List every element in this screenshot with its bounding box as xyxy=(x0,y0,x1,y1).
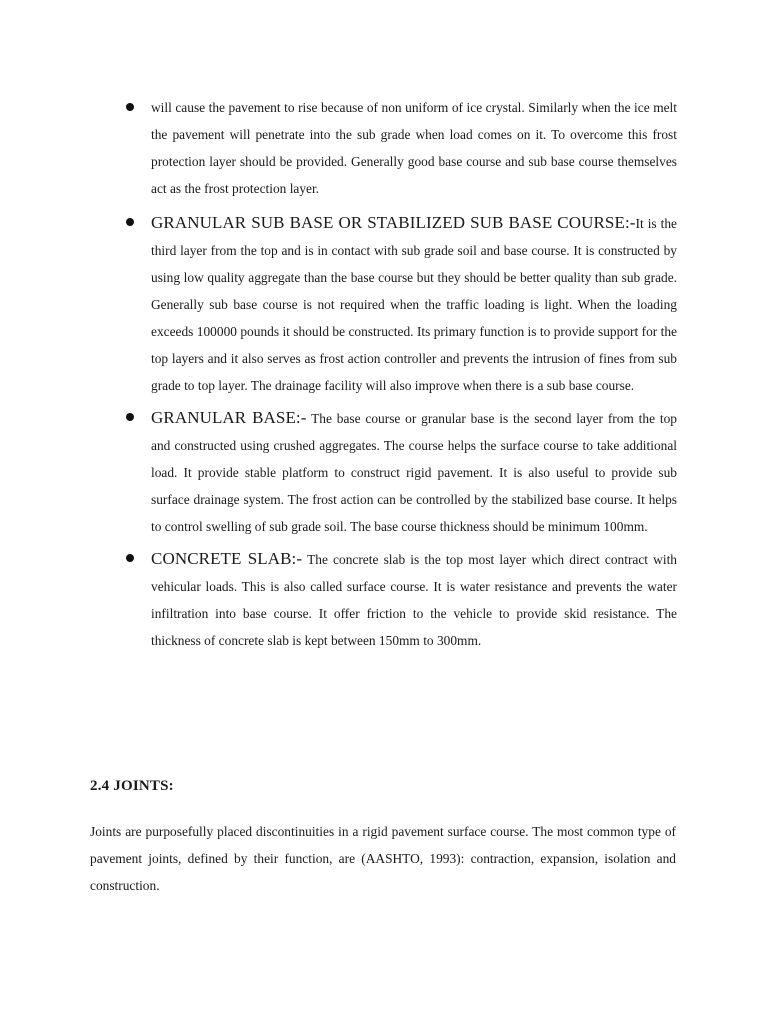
bullet-dot-icon xyxy=(126,554,134,562)
bullet-granular-base xyxy=(125,404,677,540)
bullet-text: will cause the pavement to rise because of non uniform of ice crystal. Similarly when the ice melt the pavement will penetrate into the sub grade when load comes on it. To overcome this frost protection layer should be provided. Generally good base course and sub base course themselves act as the frost protection layer. xyxy=(151,100,677,196)
layer-bullet-list xyxy=(125,94,677,659)
bullet-dot-icon xyxy=(126,413,134,421)
joints-paragraph: Joints are purposefully placed discontinuities in a rigid pavement surface course. The most common type of pavement joints, defined by their function, are (AASHTO, 1993): contraction, expansion, isolation and construction. xyxy=(90,824,676,893)
bullet-dot-icon xyxy=(126,218,134,226)
bullet-granular-sub-base xyxy=(125,209,677,399)
bullet-heading: CONCRETE SLAB:- xyxy=(151,549,303,568)
bullet-concrete-slab xyxy=(125,545,677,654)
bullet-heading: GRANULAR SUB BASE OR STABILIZED SUB BASE COURSE:- xyxy=(151,213,636,232)
bullet-text: The concrete slab is the top most layer which direct contract with vehicular loads. This is also called surface course. It is water resistance and prevents the water infiltration into base course. It offer friction to the vehicle to provide skid resistance. The thickness of concrete slab is kept between 150mm to 300mm. xyxy=(151,552,677,648)
bullet-dot-icon xyxy=(126,103,134,111)
section-heading-joints: 2.4 JOINTS: xyxy=(90,778,174,794)
bullet-text: The base course or granular base is the second layer from the top and constructed using crushed aggregates. The course helps the surface course to take additional load. It provide stable platform to construct rigid pavement. It is also useful to provide sub surface drainage system. The frost action can be controlled by the stabilized base course. It helps to control swelling of sub grade soil. The base course thickness should be minimum 100mm. xyxy=(151,411,677,534)
bullet-frost-protection xyxy=(125,94,677,202)
bullet-text: It is the third layer from the top and is in contact with sub grade soil and base course. It is constructed by using low quality aggregate than the base course but they should be better quality than sub grade. Generally sub base course is not required when the traffic loading is light. When the loading exceeds 100000 pounds it should be constructed. Its primary function is to provide support for the top layers and it also serves as frost action controller and prevents the intrusion of fines from sub grade to top layer. The drainage facility will also improve when there is a sub base course. xyxy=(151,216,677,393)
bullet-heading: GRANULAR BASE:- xyxy=(151,408,307,427)
